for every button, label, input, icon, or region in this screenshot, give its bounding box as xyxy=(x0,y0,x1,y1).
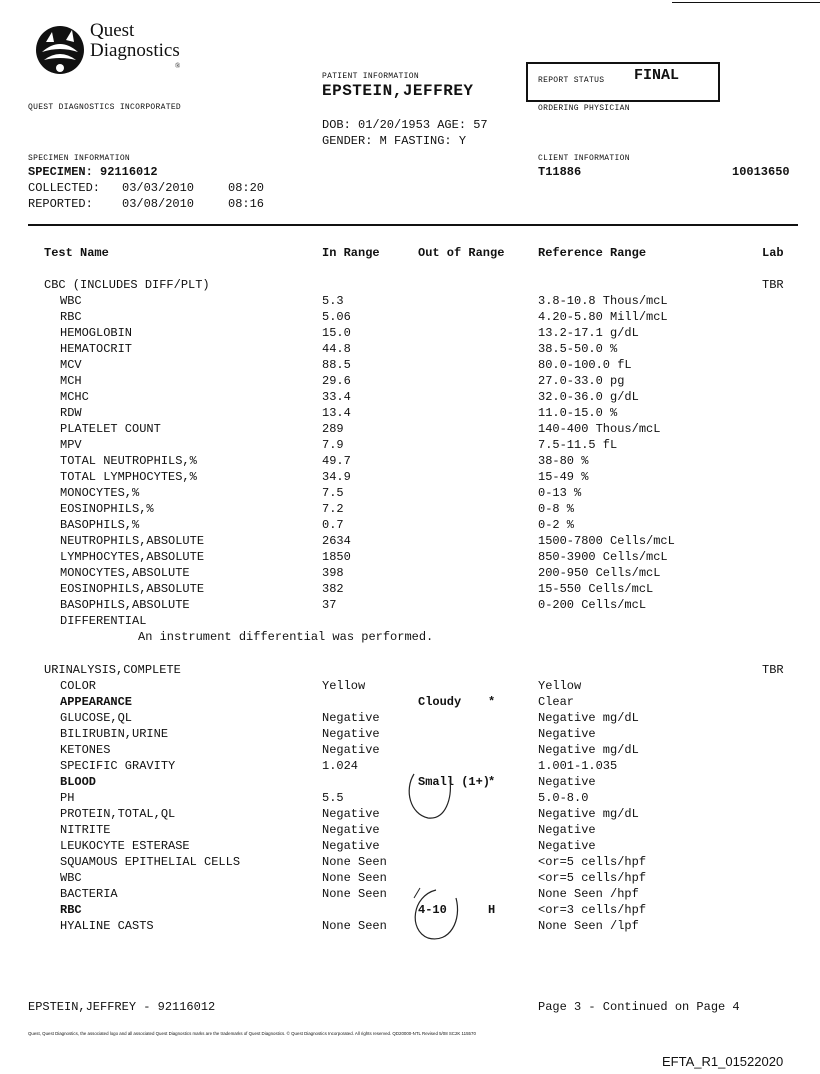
col-reference-range: Reference Range xyxy=(538,246,647,260)
cbc-row xyxy=(0,294,820,310)
test-name: WBC xyxy=(60,871,82,885)
cbc-row xyxy=(0,326,820,342)
urinalysis-row xyxy=(0,727,820,743)
cbc-row xyxy=(0,550,820,566)
test-name: BLOOD xyxy=(60,775,97,789)
urinalysis-lab: TBR xyxy=(762,663,784,677)
reference-range: 27.0-33.0 pg xyxy=(538,374,625,388)
in-range-value: 33.4 xyxy=(322,390,351,404)
in-range-value: 289 xyxy=(322,422,344,436)
test-name: LEUKOCYTE ESTERASE xyxy=(60,839,190,853)
cbc-differential-note-row xyxy=(0,630,820,646)
urinalysis-row xyxy=(0,775,820,791)
in-range-value: 34.9 xyxy=(322,470,351,484)
test-name: MONOCYTES,ABSOLUTE xyxy=(60,566,190,580)
reference-range: 140-400 Thous/mcL xyxy=(538,422,661,436)
reported-date: 03/08/2010 xyxy=(122,197,195,211)
test-name: LYMPHOCYTES,ABSOLUTE xyxy=(60,550,205,564)
urinalysis-row xyxy=(0,743,820,759)
cbc-row xyxy=(0,358,820,374)
cbc-title: CBC (INCLUDES DIFF/PLT) xyxy=(44,278,210,292)
specimen-number: SPECIMEN: 92116012 xyxy=(28,165,158,179)
test-name: KETONES xyxy=(60,743,111,757)
test-name: BASOPHILS,ABSOLUTE xyxy=(60,598,190,612)
reference-range: 0-2 % xyxy=(538,518,575,532)
urinalysis-row xyxy=(0,887,820,903)
test-name: TOTAL LYMPHOCYTES,% xyxy=(60,470,197,484)
urinalysis-row xyxy=(0,679,820,695)
in-range-value: Negative xyxy=(322,727,380,741)
out-of-range-value: Small (1+) xyxy=(418,775,491,789)
in-range-value: None Seen xyxy=(322,887,387,901)
cbc-row xyxy=(0,342,820,358)
cbc-section-header xyxy=(0,278,820,294)
in-range-value: 13.4 xyxy=(322,406,351,420)
test-name: MCHC xyxy=(60,390,89,404)
cbc-row xyxy=(0,582,820,598)
urinalysis-row xyxy=(0,823,820,839)
col-test-name: Test Name xyxy=(44,246,109,260)
reference-range: 13.2-17.1 g/dL xyxy=(538,326,639,340)
reference-range: 3.8-10.8 Thous/mcL xyxy=(538,294,668,308)
reference-range: 5.0-8.0 xyxy=(538,791,589,805)
specimen-info-label: SPECIMEN INFORMATION xyxy=(28,154,131,163)
cbc-row xyxy=(0,566,820,582)
footer-legal: Quest, Quest Diagnostics, the associated logo and all associated Quest Diagnostics marks are the trademarks of Quest Diagnostics. © Quest Diagnostics Incorporated. All rights reserved. QD20000-NTL Revised 5/08 SC2K 115570 xyxy=(28,1031,476,1036)
in-range-value: 49.7 xyxy=(322,454,351,468)
in-range-value: 398 xyxy=(322,566,344,580)
urinalysis-row xyxy=(0,855,820,871)
reference-range: <or=5 cells/hpf xyxy=(538,871,647,885)
test-name: SQUAMOUS EPITHELIAL CELLS xyxy=(60,855,241,869)
footer-page-line: Page 3 - Continued on Page 4 xyxy=(538,1000,740,1014)
urinalysis-title: URINALYSIS,COMPLETE xyxy=(44,663,181,677)
differential-label: DIFFERENTIAL xyxy=(60,614,147,628)
urinalysis-row xyxy=(0,711,820,727)
test-name: HYALINE CASTS xyxy=(60,919,154,933)
urinalysis-row xyxy=(0,839,820,855)
in-range-value: 1850 xyxy=(322,550,351,564)
in-range-value: 0.7 xyxy=(322,518,344,532)
reference-range: 4.20-5.80 Mill/mcL xyxy=(538,310,668,324)
test-name: COLOR xyxy=(60,679,97,693)
test-name: NEUTROPHILS,ABSOLUTE xyxy=(60,534,205,548)
in-range-value: 7.9 xyxy=(322,438,344,452)
in-range-value: 7.5 xyxy=(322,486,344,500)
patient-info-label: PATIENT INFORMATION xyxy=(322,72,419,81)
reference-range: 38.5-50.0 % xyxy=(538,342,618,356)
logo-registered-mark: ® xyxy=(175,62,181,70)
cbc-row xyxy=(0,598,820,614)
in-range-value: 382 xyxy=(322,582,344,596)
urinalysis-row xyxy=(0,807,820,823)
logo-word-diagnostics: Diagnostics xyxy=(90,40,180,61)
quest-logo xyxy=(32,20,192,80)
collected-date: 03/03/2010 xyxy=(122,181,195,195)
test-name: GLUCOSE,QL xyxy=(60,711,133,725)
reference-range: Negative mg/dL xyxy=(538,711,639,725)
in-range-value: Negative xyxy=(322,839,380,853)
out-of-range-value: Cloudy xyxy=(418,695,462,709)
urinalysis-row xyxy=(0,791,820,807)
in-range-value: None Seen xyxy=(322,919,387,933)
reference-range: <or=5 cells/hpf xyxy=(538,855,647,869)
test-name: MPV xyxy=(60,438,82,452)
reference-range: Clear xyxy=(538,695,575,709)
client-id: T11886 xyxy=(538,165,582,179)
abnormal-flag: H xyxy=(488,903,496,917)
col-lab: Lab xyxy=(762,246,784,260)
top-rule xyxy=(672,2,820,3)
cbc-row xyxy=(0,438,820,454)
in-range-value: 5.06 xyxy=(322,310,351,324)
out-of-range-value: 4-10 xyxy=(418,903,447,917)
reference-range: 7.5-11.5 fL xyxy=(538,438,618,452)
logo-word-quest: Quest xyxy=(90,20,135,41)
test-name: PH xyxy=(60,791,75,805)
urinalysis-row xyxy=(0,695,820,711)
in-range-value: 5.5 xyxy=(322,791,344,805)
reference-range: <or=3 cells/hpf xyxy=(538,903,647,917)
test-name: APPEARANCE xyxy=(60,695,133,709)
reference-range: Negative mg/dL xyxy=(538,743,639,757)
header-divider xyxy=(28,224,798,226)
in-range-value: 37 xyxy=(322,598,337,612)
report-status-label: REPORT STATUS xyxy=(538,76,605,85)
test-name: TOTAL NEUTROPHILS,% xyxy=(60,454,197,468)
in-range-value: 5.3 xyxy=(322,294,344,308)
in-range-value: Negative xyxy=(322,711,380,725)
reported-time: 08:16 xyxy=(228,197,265,211)
in-range-value: 29.6 xyxy=(322,374,351,388)
reported-label: REPORTED: xyxy=(28,197,93,211)
in-range-value: 1.024 xyxy=(322,759,359,773)
test-name: PLATELET COUNT xyxy=(60,422,161,436)
reference-range: None Seen /hpf xyxy=(538,887,639,901)
urinalysis-row xyxy=(0,919,820,935)
in-range-value: 88.5 xyxy=(322,358,351,372)
reference-range: 15-49 % xyxy=(538,470,589,484)
cbc-differential-row xyxy=(0,614,820,630)
reference-range: None Seen /lpf xyxy=(538,919,639,933)
differential-note: An instrument differential was performed. xyxy=(138,630,434,644)
test-name: MONOCYTES,% xyxy=(60,486,140,500)
collected-time: 08:20 xyxy=(228,181,265,195)
test-name: BASOPHILS,% xyxy=(60,518,140,532)
test-name: EOSINOPHILS,% xyxy=(60,502,154,516)
col-out-of-range: Out of Range xyxy=(418,246,505,260)
in-range-value: None Seen xyxy=(322,855,387,869)
cbc-row xyxy=(0,422,820,438)
report-status-box xyxy=(526,62,720,102)
test-name: BACTERIA xyxy=(60,887,118,901)
in-range-value: Negative xyxy=(322,743,380,757)
document-id: EFTA_R1_01522020 xyxy=(662,1054,784,1069)
col-in-range: In Range xyxy=(322,246,380,260)
report-status-value: FINAL xyxy=(634,67,680,84)
urinalysis-row xyxy=(0,903,820,919)
reference-range: Negative xyxy=(538,727,596,741)
cbc-row xyxy=(0,534,820,550)
urinalysis-section-header xyxy=(0,663,820,679)
reference-range: 11.0-15.0 % xyxy=(538,406,618,420)
reference-range: Negative xyxy=(538,823,596,837)
ordering-physician-label: ORDERING PHYSICIAN xyxy=(538,104,630,113)
cbc-row xyxy=(0,374,820,390)
in-range-value: 15.0 xyxy=(322,326,351,340)
reference-range: Negative xyxy=(538,839,596,853)
reference-range: 80.0-100.0 fL xyxy=(538,358,632,372)
test-name: EOSINOPHILS,ABSOLUTE xyxy=(60,582,205,596)
reference-range: 32.0-36.0 g/dL xyxy=(538,390,639,404)
in-range-value: 44.8 xyxy=(322,342,351,356)
reference-range: 38-80 % xyxy=(538,454,589,468)
in-range-value: 2634 xyxy=(322,534,351,548)
test-name: MCH xyxy=(60,374,82,388)
in-range-value: None Seen xyxy=(322,871,387,885)
test-name: RDW xyxy=(60,406,82,420)
reference-range: Negative xyxy=(538,775,596,789)
reference-range: 0-8 % xyxy=(538,502,575,516)
abnormal-flag: * xyxy=(488,775,496,789)
reference-range: Negative mg/dL xyxy=(538,807,639,821)
test-name: RBC xyxy=(60,310,82,324)
quest-logo-icon xyxy=(32,22,88,78)
company-name: QUEST DIAGNOSTICS INCORPORATED xyxy=(28,103,182,112)
test-name: HEMATOCRIT xyxy=(60,342,133,356)
in-range-value: 7.2 xyxy=(322,502,344,516)
reference-range: 1.001-1.035 xyxy=(538,759,618,773)
urinalysis-row xyxy=(0,759,820,775)
cbc-row xyxy=(0,390,820,406)
urinalysis-row xyxy=(0,871,820,887)
reference-range: 0-200 Cells/mcL xyxy=(538,598,647,612)
test-name: MCV xyxy=(60,358,82,372)
reference-range: 15-550 Cells/mcL xyxy=(538,582,654,596)
cbc-row xyxy=(0,518,820,534)
cbc-row xyxy=(0,406,820,422)
patient-dob: DOB: 01/20/1953 AGE: 57 xyxy=(322,118,488,132)
client-number: 10013650 xyxy=(732,165,790,179)
test-name: SPECIFIC GRAVITY xyxy=(60,759,176,773)
patient-name: EPSTEIN,JEFFREY xyxy=(322,82,474,100)
collected-label: COLLECTED: xyxy=(28,181,101,195)
cbc-row xyxy=(0,502,820,518)
test-name: HEMOGLOBIN xyxy=(60,326,133,340)
reference-range: 850-3900 Cells/mcL xyxy=(538,550,668,564)
test-name: NITRITE xyxy=(60,823,111,837)
test-name: PROTEIN,TOTAL,QL xyxy=(60,807,176,821)
abnormal-flag: * xyxy=(488,695,496,709)
reference-range: 0-13 % xyxy=(538,486,582,500)
patient-gender-fasting: GENDER: M FASTING: Y xyxy=(322,134,467,148)
in-range-value: Negative xyxy=(322,823,380,837)
cbc-lab: TBR xyxy=(762,278,784,292)
in-range-value: Yellow xyxy=(322,679,366,693)
cbc-row xyxy=(0,454,820,470)
footer-patient-line: EPSTEIN,JEFFREY - 92116012 xyxy=(28,1000,216,1014)
in-range-value: Negative xyxy=(322,807,380,821)
cbc-row xyxy=(0,310,820,326)
test-name: BILIRUBIN,URINE xyxy=(60,727,169,741)
cbc-row xyxy=(0,470,820,486)
test-name: WBC xyxy=(60,294,82,308)
cbc-row xyxy=(0,486,820,502)
reference-range: 1500-7800 Cells/mcL xyxy=(538,534,675,548)
test-name: RBC xyxy=(60,903,82,917)
reference-range: 200-950 Cells/mcL xyxy=(538,566,661,580)
reference-range: Yellow xyxy=(538,679,582,693)
client-info-label: CLIENT INFORMATION xyxy=(538,154,630,163)
